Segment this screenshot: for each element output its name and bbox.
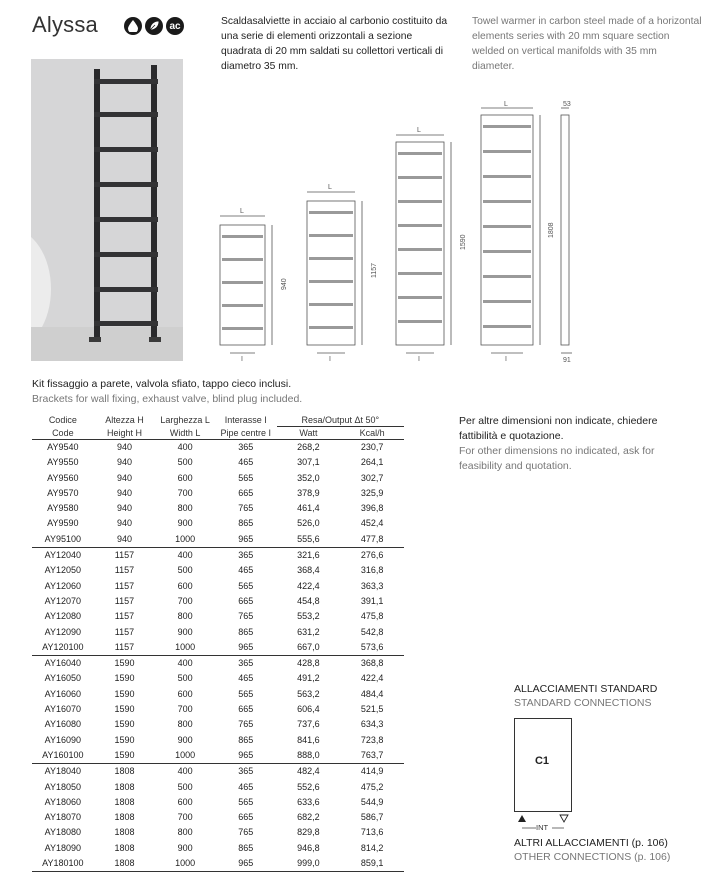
- kcal-cell: 521,5: [360, 704, 384, 715]
- width-cell: 600: [177, 688, 193, 699]
- width-cell: 700: [177, 812, 193, 823]
- pipe-centre-cell: 565: [238, 688, 254, 699]
- pipe-centre-cell: 765: [238, 827, 254, 838]
- outlet-arrow-icon: [560, 815, 568, 822]
- width-cell: 800: [177, 503, 193, 514]
- width-cell: 1000: [155, 856, 215, 872]
- width-cell: 900: [177, 734, 193, 745]
- kcal-cell: 573,6: [340, 640, 404, 656]
- table-row: [32, 856, 404, 872]
- pipe-centre-cell: 865: [238, 842, 254, 853]
- table-row: [32, 825, 404, 840]
- pipe-centre-cell: 765: [238, 719, 254, 730]
- pipe-centre-cell: 765: [238, 611, 254, 622]
- kcal-cell: 542,8: [360, 626, 384, 637]
- kcal-cell: 586,7: [360, 812, 384, 823]
- width-cell: 600: [177, 472, 193, 483]
- watt-cell: 454,8: [297, 595, 320, 606]
- description-english: Towel warmer in carbon steel made of a horizontal elements series with 20 mm square section welded on vertical manifolds with 35 mm diameter.: [472, 16, 702, 72]
- pipe-centre-cell: 765: [238, 503, 254, 514]
- kcal-cell: 475,2: [360, 781, 384, 792]
- height-label-940: 940: [281, 278, 288, 290]
- width-cell: 1000: [155, 748, 215, 764]
- kcal-cell: 544,9: [360, 796, 384, 807]
- watt-cell: 553,2: [297, 611, 320, 622]
- centre-label-2: I: [329, 356, 331, 363]
- kcal-cell: 634,3: [360, 719, 384, 730]
- watt-cell: 888,0: [277, 748, 341, 764]
- height-cell: 940: [116, 457, 132, 468]
- code-cell: AY16080: [44, 719, 82, 730]
- other-connections-italian[interactable]: ALTRI ALLACCIAMENTI (p. 106): [514, 837, 668, 849]
- depth-label-top: 53: [563, 101, 571, 108]
- standard-connections-english: STANDARD CONNECTIONS: [514, 697, 652, 709]
- code-cell: AY18050: [44, 781, 82, 792]
- code-cell: AY16050: [44, 673, 82, 684]
- pipe-centre-cell: 865: [238, 518, 254, 529]
- watt-cell: 667,0: [277, 640, 341, 656]
- height-cell: 1157: [94, 640, 156, 656]
- width-cell: 900: [177, 842, 193, 853]
- kcal-cell: 264,1: [360, 457, 384, 468]
- kcal-cell: 713,6: [360, 827, 384, 838]
- table-row: [32, 795, 404, 810]
- height-cell: 940: [116, 503, 132, 514]
- table-row: [32, 702, 404, 717]
- specification-table: [32, 414, 404, 872]
- table-row: [32, 671, 404, 686]
- header-watt: Watt: [277, 427, 341, 440]
- table-row: [32, 532, 404, 548]
- table-row: [32, 733, 404, 748]
- width-cell: 600: [177, 580, 193, 591]
- header-width-it: Larghezza L: [160, 415, 210, 426]
- code-cell: AY18060: [44, 796, 82, 807]
- code-cell: AY95100: [32, 532, 94, 548]
- product-title: Alyssa: [32, 12, 98, 37]
- water-drop-icon: [124, 17, 142, 35]
- watt-cell: 555,6: [277, 532, 341, 548]
- table-row: [32, 486, 404, 501]
- code-cell: AY9550: [47, 457, 79, 468]
- watt-cell: 321,6: [297, 550, 320, 561]
- height-cell: 1590: [114, 719, 135, 730]
- ac-icon: ac: [166, 17, 184, 35]
- pipe-centre-cell: 365: [238, 766, 254, 777]
- header-height-it: Altezza H: [105, 415, 144, 426]
- notes-english: For other dimensions no indicated, ask for feasibility and quotation.: [459, 445, 655, 472]
- pipe-centre-cell: 865: [238, 734, 254, 745]
- pipe-centre-cell: 365: [238, 442, 254, 452]
- description-italian: Scaldasalviette in acciaio al carbonio costituito da una serie di elementi orizzontali a sezione quadrata di 20 mm saldati su collettori verticali di diametro 35 mm.: [221, 16, 448, 72]
- kit-included-italian: Kit fissaggio a parete, valvola sfiato, tappo cieco inclusi.: [32, 378, 292, 390]
- width-cell: 800: [177, 719, 193, 730]
- height-cell: 940: [116, 472, 132, 483]
- pipe-centre-cell: 565: [238, 580, 254, 591]
- code-cell: AY12080: [44, 611, 82, 622]
- width-cell: 900: [177, 626, 193, 637]
- code-cell: AY9570: [47, 487, 79, 498]
- leaf-icon: [145, 17, 163, 35]
- height-cell: 1157: [114, 595, 135, 606]
- code-cell: AY16040: [44, 658, 82, 669]
- table-row: [32, 764, 404, 780]
- watt-cell: 606,4: [297, 704, 320, 715]
- height-cell: 1590: [114, 658, 135, 669]
- watt-cell: 631,2: [297, 626, 320, 637]
- width-label-2: L: [328, 184, 332, 191]
- width-cell: 400: [177, 442, 193, 452]
- centre-label-3: I: [418, 356, 420, 363]
- kcal-cell: 723,8: [360, 734, 384, 745]
- watt-cell: 428,8: [297, 658, 320, 669]
- watt-cell: 461,4: [297, 503, 320, 514]
- table-row: [32, 440, 404, 456]
- header-height-en: Height H: [94, 427, 156, 440]
- header-pipe-en: Pipe centre I: [215, 427, 277, 440]
- width-cell: 800: [177, 611, 193, 622]
- code-cell: AY18040: [44, 766, 82, 777]
- height-cell: 940: [116, 442, 132, 452]
- watt-cell: 633,6: [297, 796, 320, 807]
- inlet-arrow-icon: [518, 815, 526, 822]
- watt-cell: 563,2: [297, 688, 320, 699]
- kcal-cell: 368,8: [360, 658, 384, 669]
- watt-cell: 526,0: [297, 518, 320, 529]
- kcal-cell: 475,8: [360, 611, 384, 622]
- code-cell: AY12070: [44, 595, 82, 606]
- height-cell: 1808: [114, 842, 135, 853]
- watt-cell: 737,6: [297, 719, 320, 730]
- height-cell: 1808: [114, 781, 135, 792]
- table-row: [32, 748, 404, 764]
- height-cell: 1157: [114, 580, 135, 591]
- code-cell: AY12040: [44, 550, 82, 561]
- pipe-centre-cell: 365: [238, 550, 254, 561]
- width-cell: 500: [177, 565, 193, 576]
- height-cell: 1157: [114, 626, 135, 637]
- height-cell: 1808: [114, 812, 135, 823]
- width-label-1: L: [240, 208, 244, 215]
- pipe-centre-cell: 665: [238, 487, 254, 498]
- pipe-centre-cell: 965: [215, 640, 277, 656]
- kcal-cell: 391,1: [360, 595, 384, 606]
- width-cell: 900: [177, 518, 193, 529]
- code-cell: AY12050: [44, 565, 82, 576]
- table-row: [32, 841, 404, 856]
- table-row: [32, 563, 404, 578]
- table-row: [32, 594, 404, 609]
- watt-cell: 552,6: [297, 781, 320, 792]
- watt-cell: 482,4: [297, 766, 320, 777]
- watt-cell: 999,0: [277, 856, 341, 872]
- pipe-centre-cell: 565: [238, 472, 254, 483]
- width-cell: 600: [177, 796, 193, 807]
- int-label: INT: [536, 823, 549, 832]
- kcal-cell: 363,3: [360, 580, 384, 591]
- pipe-centre-cell: 665: [238, 704, 254, 715]
- width-cell: 500: [177, 781, 193, 792]
- header-kcal: Kcal/h: [340, 427, 404, 440]
- feature-icons: [124, 17, 184, 35]
- code-cell: AY18070: [44, 812, 82, 823]
- pipe-centre-cell: 365: [238, 658, 254, 669]
- width-cell: 1000: [155, 532, 215, 548]
- pipe-centre-cell: 665: [238, 812, 254, 823]
- centre-label-4: I: [505, 356, 507, 363]
- watt-cell: 829,8: [297, 827, 320, 838]
- dimension-diagrams: [210, 98, 590, 368]
- kcal-cell: 763,7: [340, 748, 404, 764]
- table-row: [32, 501, 404, 516]
- kcal-cell: 414,9: [360, 766, 384, 777]
- header-output-it: Resa/Output Δt 50°: [277, 414, 404, 427]
- height-cell: 1157: [114, 611, 135, 622]
- pipe-centre-cell: 965: [215, 532, 277, 548]
- code-cell: AY12060: [44, 580, 82, 591]
- watt-cell: 422,4: [297, 580, 320, 591]
- height-label-1808: 1808: [548, 222, 555, 238]
- kcal-cell: 422,4: [360, 673, 384, 684]
- height-cell: 1590: [114, 688, 135, 699]
- watt-cell: 682,2: [297, 812, 320, 823]
- height-cell: 940: [116, 487, 132, 498]
- header-code-it: Codice: [48, 415, 77, 426]
- table-row: [32, 780, 404, 795]
- header-width-en: Width L: [155, 427, 215, 440]
- watt-cell: 268,2: [297, 442, 320, 452]
- kcal-cell: 859,1: [340, 856, 404, 872]
- code-cell: AY18080: [44, 827, 82, 838]
- kcal-cell: 814,2: [360, 842, 384, 853]
- code-cell: AY160100: [32, 748, 94, 764]
- height-cell: 940: [116, 518, 132, 529]
- code-cell: AY9540: [47, 442, 79, 452]
- height-cell: 940: [94, 532, 156, 548]
- connection-code: C1: [534, 755, 550, 767]
- code-cell: AY18090: [44, 842, 82, 853]
- width-cell: 800: [177, 827, 193, 838]
- height-cell: 1590: [94, 748, 156, 764]
- height-cell: 1808: [94, 856, 156, 872]
- height-cell: 1808: [114, 827, 135, 838]
- table-row: [32, 516, 404, 531]
- table-row: [32, 609, 404, 624]
- height-cell: 1157: [114, 550, 135, 561]
- width-cell: 400: [177, 658, 193, 669]
- kcal-cell: 477,8: [340, 532, 404, 548]
- code-cell: AY180100: [32, 856, 94, 872]
- code-cell: AY12090: [44, 626, 82, 637]
- kcal-cell: 396,8: [360, 503, 384, 514]
- kit-included-english: Brackets for wall fixing, exhaust valve, blind plug included.: [32, 393, 303, 405]
- code-cell: AY9560: [47, 472, 79, 483]
- table-row: [32, 717, 404, 732]
- watt-cell: 307,1: [297, 457, 320, 468]
- product-photo: [31, 59, 183, 361]
- height-cell: 1590: [114, 673, 135, 684]
- pipe-centre-cell: 865: [238, 626, 254, 637]
- watt-cell: 378,9: [297, 487, 320, 498]
- table-row: [32, 687, 404, 702]
- height-cell: 1808: [114, 796, 135, 807]
- kcal-cell: 484,4: [360, 688, 384, 699]
- watt-cell: 491,2: [297, 673, 320, 684]
- height-label-1590: 1590: [460, 234, 467, 250]
- code-cell: AY9590: [47, 518, 79, 529]
- table-row: [32, 579, 404, 594]
- pipe-centre-cell: 565: [238, 796, 254, 807]
- height-cell: 1590: [114, 734, 135, 745]
- width-cell: 1000: [155, 640, 215, 656]
- width-cell: 700: [177, 595, 193, 606]
- header-code-en: Code: [32, 427, 94, 440]
- pipe-centre-cell: 965: [215, 856, 277, 872]
- height-cell: 1590: [114, 704, 135, 715]
- standard-connections-italian: ALLACCIAMENTI STANDARD: [514, 683, 658, 695]
- kcal-cell: 316,8: [360, 565, 384, 576]
- pipe-centre-cell: 465: [238, 565, 254, 576]
- pipe-centre-cell: 665: [238, 595, 254, 606]
- height-label-1157: 1157: [371, 262, 378, 278]
- watt-cell: 352,0: [297, 472, 320, 483]
- table-row: [32, 455, 404, 470]
- kcal-cell: 230,7: [360, 442, 384, 452]
- width-cell: 700: [177, 487, 193, 498]
- table-row: [32, 640, 404, 656]
- code-cell: AY120100: [32, 640, 94, 656]
- pipe-centre-cell: 465: [238, 781, 254, 792]
- width-cell: 400: [177, 766, 193, 777]
- height-cell: 1157: [114, 565, 135, 576]
- depth-label-bottom: 91: [563, 357, 571, 364]
- table-row: [32, 810, 404, 825]
- header-pipe-it: Interasse I: [224, 415, 267, 426]
- notes-italian: Per altre dimensioni non indicate, chiedere fattibilità e quotazione.: [459, 415, 658, 442]
- width-cell: 500: [177, 457, 193, 468]
- table-row: [32, 625, 404, 640]
- code-cell: AY16090: [44, 734, 82, 745]
- pipe-centre-cell: 965: [215, 748, 277, 764]
- height-cell: 1808: [114, 766, 135, 777]
- width-cell: 500: [177, 673, 193, 684]
- kcal-cell: 452,4: [360, 518, 384, 529]
- watt-cell: 368,4: [297, 565, 320, 576]
- watt-cell: 946,8: [297, 842, 320, 853]
- centre-label-1: I: [241, 356, 243, 363]
- kcal-cell: 302,7: [360, 472, 384, 483]
- table-row: [32, 471, 404, 486]
- code-cell: AY16070: [44, 704, 82, 715]
- width-cell: 400: [177, 550, 193, 561]
- other-connections-english[interactable]: OTHER CONNECTIONS (p. 106): [514, 851, 671, 863]
- table-row: [32, 548, 404, 564]
- width-cell: 700: [177, 704, 193, 715]
- code-cell: AY9580: [47, 503, 79, 514]
- width-label-4: L: [504, 101, 508, 108]
- kcal-cell: 276,6: [360, 550, 384, 561]
- table-row: [32, 656, 404, 672]
- width-label-3: L: [417, 127, 421, 134]
- kcal-cell: 325,9: [360, 487, 384, 498]
- pipe-centre-cell: 465: [238, 673, 254, 684]
- code-cell: AY16060: [44, 688, 82, 699]
- watt-cell: 841,6: [297, 734, 320, 745]
- pipe-centre-cell: 465: [238, 457, 254, 468]
